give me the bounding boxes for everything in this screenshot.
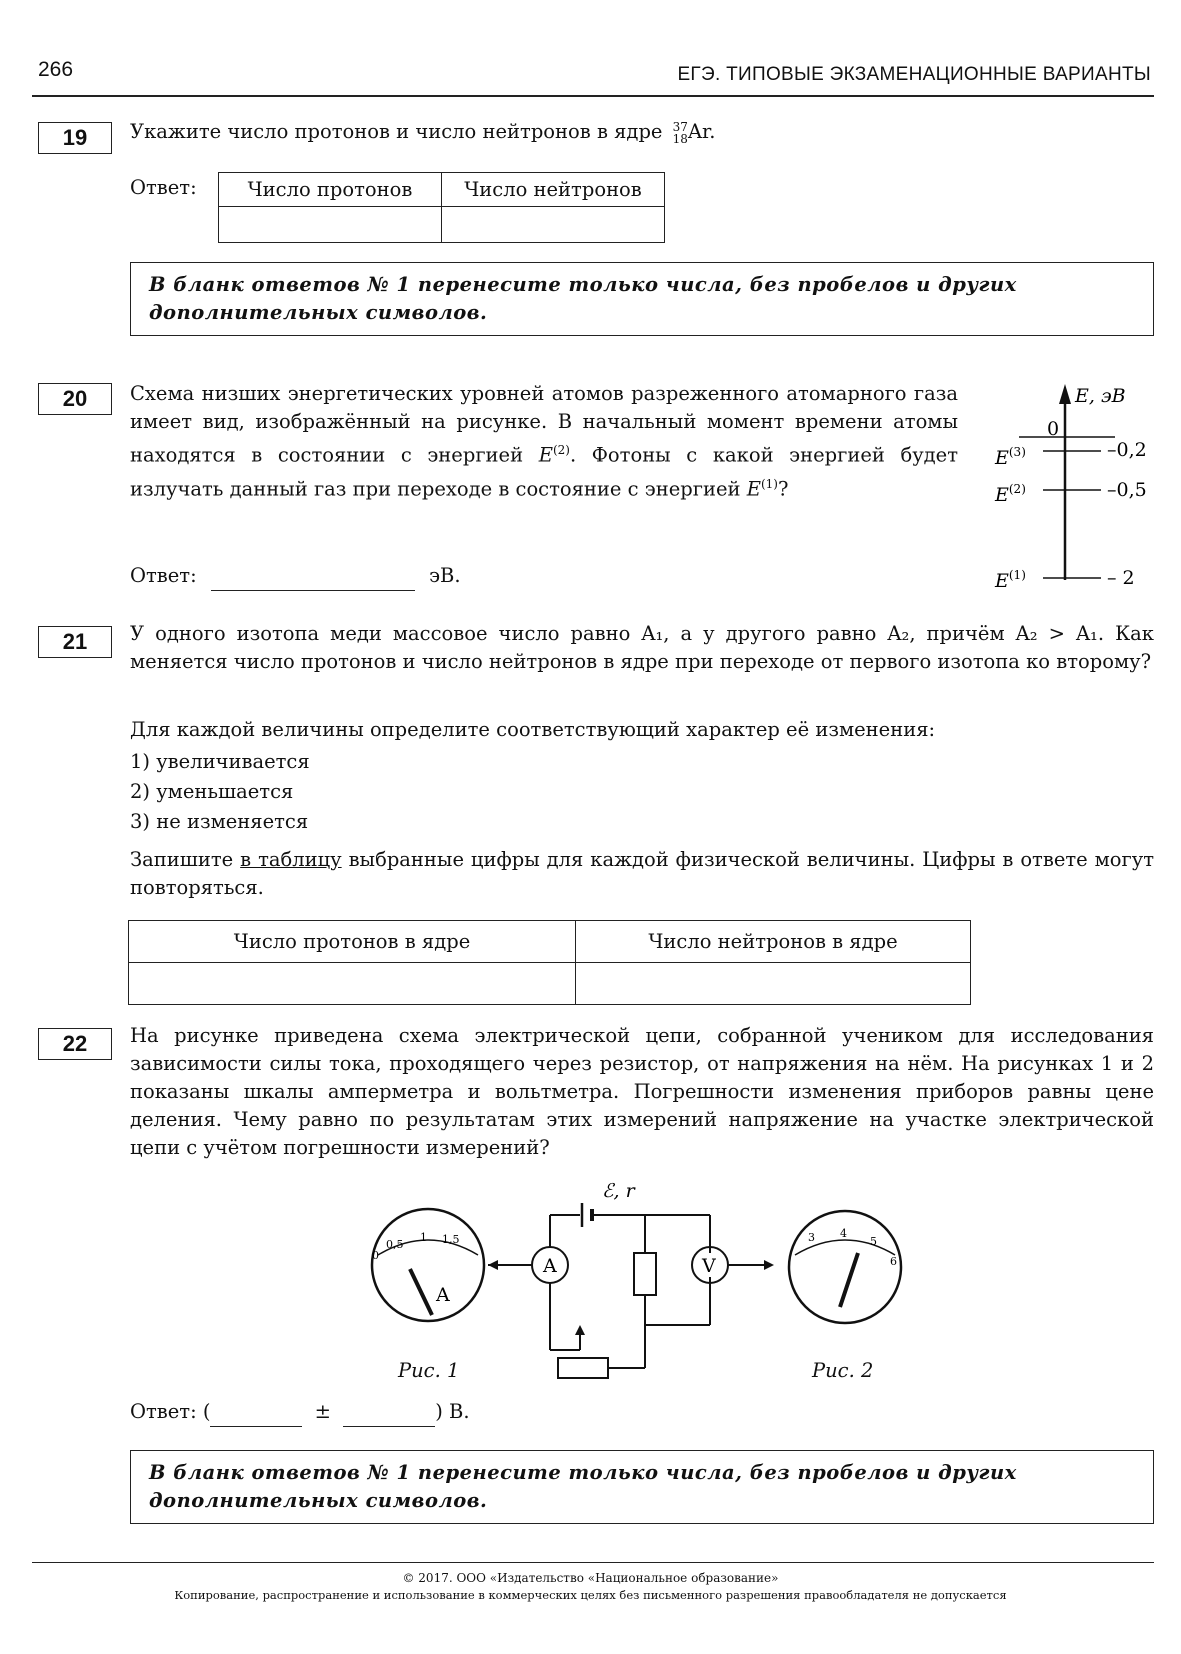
energy-axis-arrow [1059,384,1071,404]
question-number-22: 22 [38,1028,112,1060]
ammeter-letter: A [543,1255,557,1277]
q20-e2-symbol: E [538,443,553,467]
running-title: ЕГЭ. ТИПОВЫЕ ЭКЗАМЕНАЦИОННЫЕ ВАРИАНТЫ [677,64,1151,85]
q22-answer-value-blank[interactable] [210,1398,302,1427]
question-number-21: 21 [38,626,112,658]
q19-question: Укажите число протонов и число нейтронов в ядре [130,120,663,143]
q21-option-3: 3) не изменяется [130,810,309,833]
zero-label: 0 [1047,418,1060,440]
header-rule [32,95,1154,97]
q20-answer-label: Ответ: [130,564,197,587]
q20-answer-unit: эВ. [429,564,461,587]
q21-text: У одного изотопа меди массовое число равно A₁, а у другого равно A₂, причём A₂ > A₁. Как меняется число протонов и число нейтронов в ядре при переходе от первого изотопа ко второму? [130,622,1154,673]
voltmeter-tick-5: 5 [870,1235,877,1248]
q19-charge-number: 18 [672,131,688,146]
q21-answer-cell-neutrons[interactable] [576,963,971,1005]
ammeter-tick-0: 0 [372,1249,379,1262]
voltmeter-dial [789,1211,901,1323]
q19-note: В бланк ответов № 1 перенесите только числа, без пробелов и других дополнительных символов. [130,262,1154,336]
q22-plus-minus: ± [314,1400,332,1423]
q20-text-part2: . Фотоны с какой энергией будет излучать данный газ при переходе в состояние с энергией [130,443,959,500]
voltmeter-tick-6: 6 [890,1255,897,1268]
q19-mass-number: 37 [672,119,688,134]
label-e1: $E^{(1)}$ [995,568,1026,592]
q19-text [130,118,715,146]
q21-col-neutrons: Число нейтронов в ядре [576,921,971,963]
rheostat-slider-arrow [575,1325,585,1335]
ammeter-dial-letter: A [436,1284,450,1306]
q20-answer-blank[interactable] [211,562,415,591]
fig1-caption: Рис. 1 [398,1359,460,1382]
footer-notice: Копирование, распространение и использование в коммерческих целях без письменного разрешения правообладателя не допускается [174,1588,1007,1602]
q22-text: На рисунке приведена схема электрической цепи, собранной учеником для исследования зависимости силы тока, проходящего через резистор, от напряжения на нём. На рисунках 1 и 2 показаны шкалы амперметра и вольтметра. Погрешности изменения приборов равны цене деления. Чему равно по результатам этих измерений напряжение на участке электрической цепи с учётом погрешности измерений? [130,1024,1154,1159]
arrow-head-right [764,1260,774,1270]
q19-answer-table [218,172,665,243]
q19-answer-cell-neutrons[interactable] [442,207,665,243]
q21-write-instruction [130,846,1154,902]
q21-answer-cell-protons[interactable] [129,963,576,1005]
q20-e1-index: (1) [760,476,778,491]
question-number-19: 19 [38,122,112,154]
value-e3: –0,2 [1107,439,1147,461]
question-number-20: 20 [38,383,112,415]
ammeter-tick-1: 1 [420,1231,427,1244]
emf-label: ℰ, r [602,1180,635,1202]
q19-nucleus-numbers [673,121,688,145]
q20-text [130,380,958,503]
q21-option-1: 1) увеличивается [130,750,310,773]
q22-answer-row [130,1398,470,1427]
page-number: 266 [38,58,74,81]
footer-copyright: © 2017. ООО «Издательство «Национальное образование» [402,1571,779,1585]
ammeter-tick-05: 0,5 [386,1238,404,1251]
ammeter-needle [410,1269,432,1315]
rheostat [558,1358,608,1378]
energy-axis-label: E, эВ [1075,385,1126,407]
label-e3: $E^{(3)}$ [995,445,1026,469]
q21-write-table-ref: в таблицу [240,848,342,871]
ammeter-tick-15: 1,5 [442,1233,460,1246]
q19-period: . [709,120,716,143]
q19-col-protons: Число протонов [219,173,442,207]
q19-answer-label: Ответ: [130,176,197,199]
fig2-caption: Рис. 2 [812,1359,874,1382]
ammeter-dial [372,1209,484,1321]
q19-answer-cell-protons[interactable] [219,207,442,243]
q22-answer-label: Ответ: ( [130,1400,211,1423]
q21-write-post: выбранные цифры для каждой физической величины. Цифры в ответе могут повторяться. [130,848,1155,899]
q19-element-symbol: Ar [687,120,710,143]
value-e2: –0,5 [1107,479,1147,501]
q21-option-2: 2) уменьшается [130,780,294,803]
value-e1: – 2 [1107,567,1135,589]
voltmeter-letter: V [702,1255,716,1277]
q22-answer-error-blank[interactable] [343,1398,435,1427]
label-e2: $E^{(2)}$ [995,482,1026,506]
q22-note: В бланк ответов № 1 перенесите только числа, без пробелов и других дополнительных символов. [130,1450,1154,1524]
q21-instruction: Для каждой величины определите соответствующий характер её изменения: [130,718,936,741]
energy-level-diagram [975,380,1175,605]
q19-col-neutrons: Число нейтронов [442,173,665,207]
voltmeter-needle [840,1253,858,1307]
q20-text-part3: ? [777,477,789,500]
q20-answer-row [130,562,461,591]
resistor [634,1253,656,1295]
voltmeter-tick-4: 4 [840,1227,847,1240]
q22-answer-unit: ) В. [435,1400,470,1423]
arrow-head-left [488,1260,498,1270]
q20-e2-index: (2) [552,443,570,457]
q21-write-pre: Запишите [130,848,234,871]
q21-answer-table [128,920,971,1005]
footer-rule [32,1562,1154,1563]
q20-e1-symbol: E [746,477,761,500]
q21-col-protons: Число протонов в ядре [129,921,576,963]
voltmeter-tick-3: 3 [808,1231,815,1244]
q20-text-part1: Схема низших энергетических уровней атомов разреженного атомарного газа имеет вид, изображённый на рисунке. В начальный момент времени атомы находятся в состоянии с энергией [130,382,958,467]
